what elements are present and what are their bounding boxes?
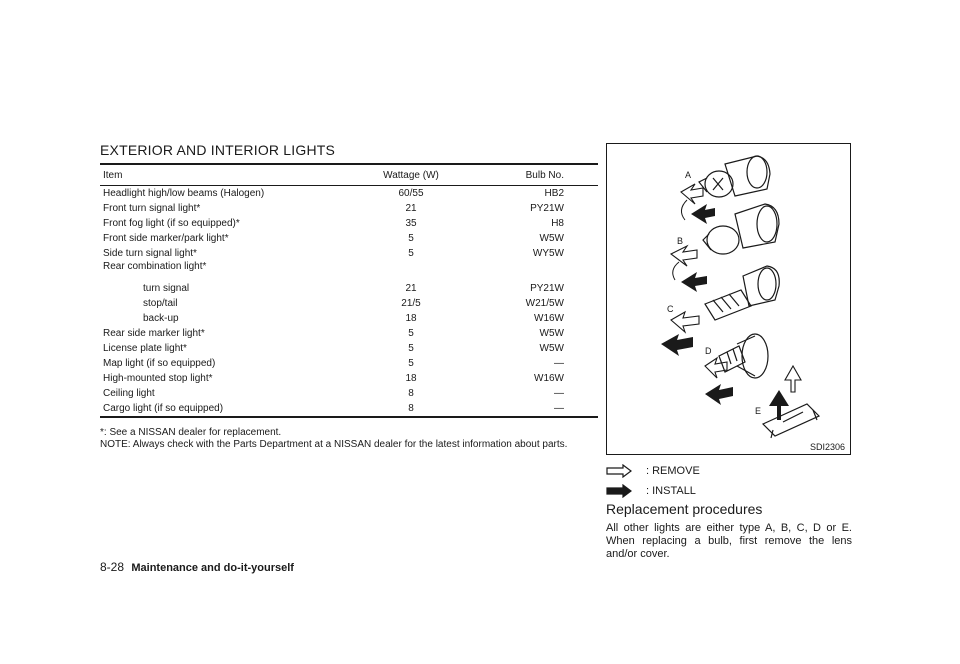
bulb-illustration xyxy=(607,144,850,454)
cell-wattage: 5 xyxy=(408,233,414,244)
cell-item: stop/tail xyxy=(143,298,178,309)
table-row xyxy=(100,186,598,202)
cell-wattage: 21/5 xyxy=(401,298,421,309)
table-row xyxy=(100,246,598,261)
install-arrow-c xyxy=(661,334,693,356)
cell-wattage: 5 xyxy=(408,343,414,354)
table-notes xyxy=(100,427,567,451)
cell-wattage: 18 xyxy=(405,313,417,324)
footnote: *: See a NISSAN dealer for replacement. xyxy=(100,427,282,438)
bulb-types-figure xyxy=(606,143,851,455)
cell-wattage xyxy=(358,261,461,281)
cell-item: back-up xyxy=(143,313,179,324)
cell-wattage: 18 xyxy=(405,373,417,384)
table-row xyxy=(100,311,598,326)
page-footer xyxy=(100,560,294,574)
cell-bulb: — xyxy=(554,388,564,399)
label-e: E xyxy=(755,406,762,416)
table-row xyxy=(100,371,598,386)
label-d: D xyxy=(705,346,712,356)
label-b: B xyxy=(677,236,684,246)
cell-wattage: 60/55 xyxy=(398,188,424,199)
bulb-a-illustration xyxy=(699,156,770,197)
cell-bulb: PY21W xyxy=(530,203,564,214)
install-arrow-e xyxy=(769,390,789,420)
cell-wattage: 21 xyxy=(405,283,417,294)
header-item: Item xyxy=(100,164,358,186)
cell-item: turn signal xyxy=(143,283,190,294)
solid-arrow-icon xyxy=(606,484,632,498)
cell-wattage: 35 xyxy=(405,218,417,229)
cell-bulb: WY5W xyxy=(532,248,564,259)
figure-code: SDI2306 xyxy=(809,442,845,452)
cell-bulb: PY21W xyxy=(530,283,564,294)
cell-item: Rear side marker light* xyxy=(103,328,205,339)
remove-arrow-b xyxy=(671,246,697,266)
label-a: A xyxy=(685,170,692,180)
cell-bulb: — xyxy=(554,403,564,414)
legend-remove xyxy=(606,461,700,481)
outline-arrow-icon xyxy=(606,464,632,478)
cell-bulb: — xyxy=(554,358,564,369)
cell-item: Side turn signal light* xyxy=(103,248,197,259)
table-row xyxy=(100,231,598,246)
table-row xyxy=(100,386,598,401)
install-arrow-b xyxy=(681,272,707,292)
cell-wattage: 8 xyxy=(408,403,414,414)
header-bulb: Bulb No. xyxy=(461,164,598,186)
label-c: C xyxy=(667,304,674,314)
install-arrow-a xyxy=(691,204,715,224)
cell-item: Front fog light (if so equipped)* xyxy=(103,218,240,229)
table-row xyxy=(100,341,598,356)
table-row xyxy=(100,281,598,296)
remove-arrow-a xyxy=(681,184,703,204)
table-row xyxy=(100,201,598,216)
cell-wattage: 5 xyxy=(408,248,414,259)
bulb-c-illustration xyxy=(705,266,779,320)
replacement-body: All other lights are either type A, B, C, D or E. When replacing a bulb, first remove the lens and/or cover. xyxy=(606,522,852,560)
cell-bulb xyxy=(461,261,598,281)
table-row xyxy=(100,261,598,281)
bulb-d-illustration xyxy=(719,334,768,378)
cell-item: Cargo light (if so equipped) xyxy=(103,403,224,414)
cell-bulb: W5W xyxy=(539,233,564,244)
install-arrow-d xyxy=(705,384,733,405)
table-row xyxy=(100,356,598,371)
cell-wattage: 21 xyxy=(405,203,417,214)
cell-bulb: W5W xyxy=(539,328,564,339)
table-row xyxy=(100,296,598,311)
cell-wattage: 8 xyxy=(408,388,414,399)
cell-item: Map light (if so equipped) xyxy=(103,358,216,369)
cell-wattage: 5 xyxy=(408,358,414,369)
bulb-e-illustration xyxy=(763,404,819,438)
cell-bulb: HB2 xyxy=(544,188,564,199)
cell-bulb: W16W xyxy=(534,313,564,324)
cell-item: License plate light* xyxy=(103,343,187,354)
bulb-specification-table xyxy=(100,163,598,418)
cell-bulb: W16W xyxy=(534,373,564,384)
cell-bulb: W5W xyxy=(539,343,564,354)
remove-arrow-c xyxy=(671,312,699,332)
cell-item: Rear combination light* xyxy=(103,261,207,272)
parts-note: NOTE: Always check with the Parts Department at a NISSAN dealer for the latest information about parts. xyxy=(100,439,568,450)
replacement-heading: Replacement procedures xyxy=(606,501,763,517)
legend-install xyxy=(606,481,696,501)
legend-install-label: : INSTALL xyxy=(646,485,696,497)
chapter-title: Maintenance and do-it-yourself xyxy=(131,562,294,574)
cell-item: Ceiling light xyxy=(103,388,155,399)
cell-bulb: H8 xyxy=(551,218,564,229)
table-row xyxy=(100,326,598,341)
cell-item: Front turn signal light* xyxy=(103,203,201,214)
page-number: 8-28 xyxy=(100,560,125,574)
table-row xyxy=(100,216,598,231)
cell-wattage: 5 xyxy=(408,328,414,339)
cell-item: Front side marker/park light* xyxy=(103,233,229,244)
table-header-row xyxy=(100,164,598,186)
header-wattage: Wattage (W) xyxy=(358,164,461,186)
section-title: EXTERIOR AND INTERIOR LIGHTS xyxy=(100,142,336,158)
table-row xyxy=(100,401,598,417)
legend-remove-label: : REMOVE xyxy=(646,465,700,477)
cell-item: High-mounted stop light* xyxy=(103,373,213,384)
remove-arrow-e xyxy=(785,366,801,392)
cell-item: Headlight high/low beams (Halogen) xyxy=(103,188,265,199)
cell-bulb: W21/5W xyxy=(525,298,564,309)
